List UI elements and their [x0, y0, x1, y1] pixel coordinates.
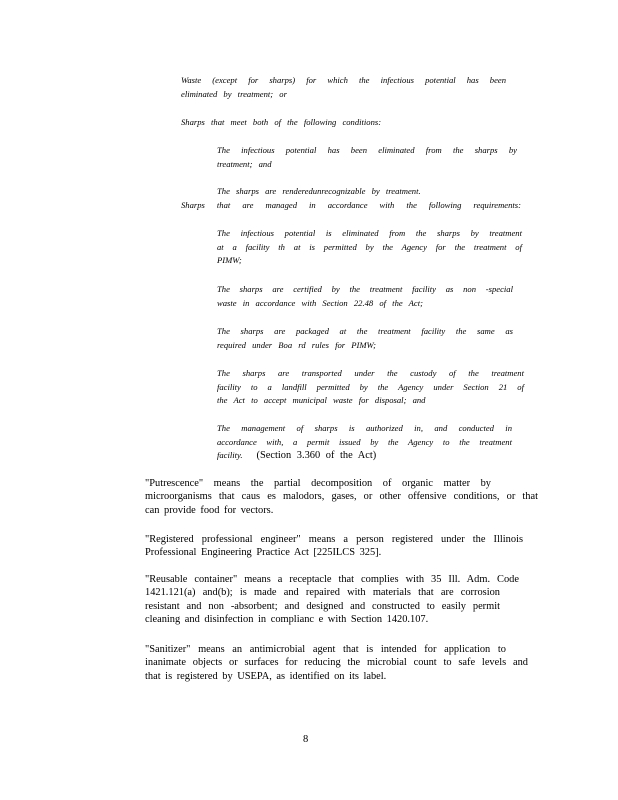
requirement-4-line-3: the Act to accept municipal waste for disposal; and	[217, 395, 426, 405]
putrescence-line-2: microorganisms that caus es malodors, gases, or other offensive conditions, or that	[145, 491, 538, 503]
putrescence-line-1: "Putrescence" means the partial decomposition of organic matter by	[145, 478, 491, 489]
sharps-both-condition-2	[217, 185, 467, 199]
requirement-1-line-1: The infectious potential is eliminated from the sharps by treatment	[217, 228, 522, 238]
sharps-managed-item	[181, 199, 521, 213]
requirement-2	[217, 283, 513, 310]
requirement-4-line-2: facility to a landfill permitted by the Agency under Section 21 of	[217, 381, 524, 392]
requirement-1-line-3: PIMW;	[217, 255, 242, 265]
putrescence-line-3: can provide food for vectors.	[145, 504, 274, 516]
reusable-line-3: resistant and non -absorbent; and designed and constructed to easily permit	[145, 600, 500, 612]
definition-reusable-container	[145, 573, 519, 626]
requirement-5-line-2: accordance with, a permit issued by the Agency to the treatment	[217, 436, 512, 447]
requirement-3	[217, 325, 513, 352]
waste-item-line-1: Waste (except for sharps) for which the infectious potential has been	[181, 75, 506, 85]
requirement-1-line-2: at a facility th at is permitted by the Agency for the treatment of	[217, 241, 522, 252]
requirement-3-line-2: required under Boa rd rules for PIMW;	[217, 339, 377, 350]
section-note: (Section 3.360 of the Act)	[256, 450, 377, 461]
condition-1-line-1: The infectious potential has been eliminated from the sharps by	[217, 145, 517, 155]
requirement-4-line-1: The sharps are transported under the custody of the treatment	[217, 368, 524, 378]
definition-putrescence	[145, 477, 538, 517]
requirement-1	[217, 227, 522, 268]
sanitizer-line-3: that is registered by USEPA, as identified on its label.	[145, 670, 387, 682]
definition-registered-engineer	[145, 533, 523, 560]
requirement-5	[217, 422, 512, 463]
sharps-both-item	[181, 116, 411, 130]
sanitizer-line-1: "Sanitizer" means an antimicrobial agent that is intended for application to	[145, 644, 506, 655]
condition-2-text: The sharps are renderedunrecognizable by treatment.	[217, 186, 421, 196]
sanitizer-line-2: inanimate objects or surfaces for reducing the microbial count to safe levels and	[145, 657, 528, 669]
waste-item	[181, 74, 506, 101]
engineer-line-1: "Registered professional engineer" means a person registered under the Illinois	[145, 534, 523, 545]
requirement-5-line-3	[217, 449, 512, 463]
waste-item-line-2: eliminated by treatment; or	[181, 88, 287, 99]
definition-sanitizer	[145, 643, 528, 683]
condition-1-line-2: treatment; and	[217, 158, 272, 169]
requirement-2-line-2: waste in accordance with Section 22.48 of the Act;	[217, 297, 423, 308]
sharps-managed-text: Sharps that are managed in accordance with the following requirements:	[181, 200, 521, 210]
page-number: 8	[303, 734, 309, 745]
requirement-5-end: facility.	[217, 450, 243, 460]
sharps-both-condition-1	[217, 144, 517, 171]
requirement-3-line-1: The sharps are packaged at the treatment facility the same as	[217, 326, 513, 336]
engineer-line-2: Professional Engineering Practice Act [225ILCS 325].	[145, 547, 382, 559]
requirement-4	[217, 367, 524, 408]
sharps-both-text: Sharps that meet both of the following conditions:	[181, 117, 382, 127]
reusable-line-2: 1421.121(a) and(b); is made and repaired with materials that are corrosion	[145, 587, 500, 599]
reusable-line-4: cleaning and disinfection in complianc e with Section 1420.107.	[145, 613, 429, 625]
requirement-2-line-1: The sharps are certified by the treatment facility as non -special	[217, 284, 513, 294]
requirement-5-line-1: The management of sharps is authorized in, and conducted in	[217, 423, 512, 433]
reusable-line-1: "Reusable container" means a receptacle that complies with 35 Ill. Adm. Code	[145, 574, 519, 585]
